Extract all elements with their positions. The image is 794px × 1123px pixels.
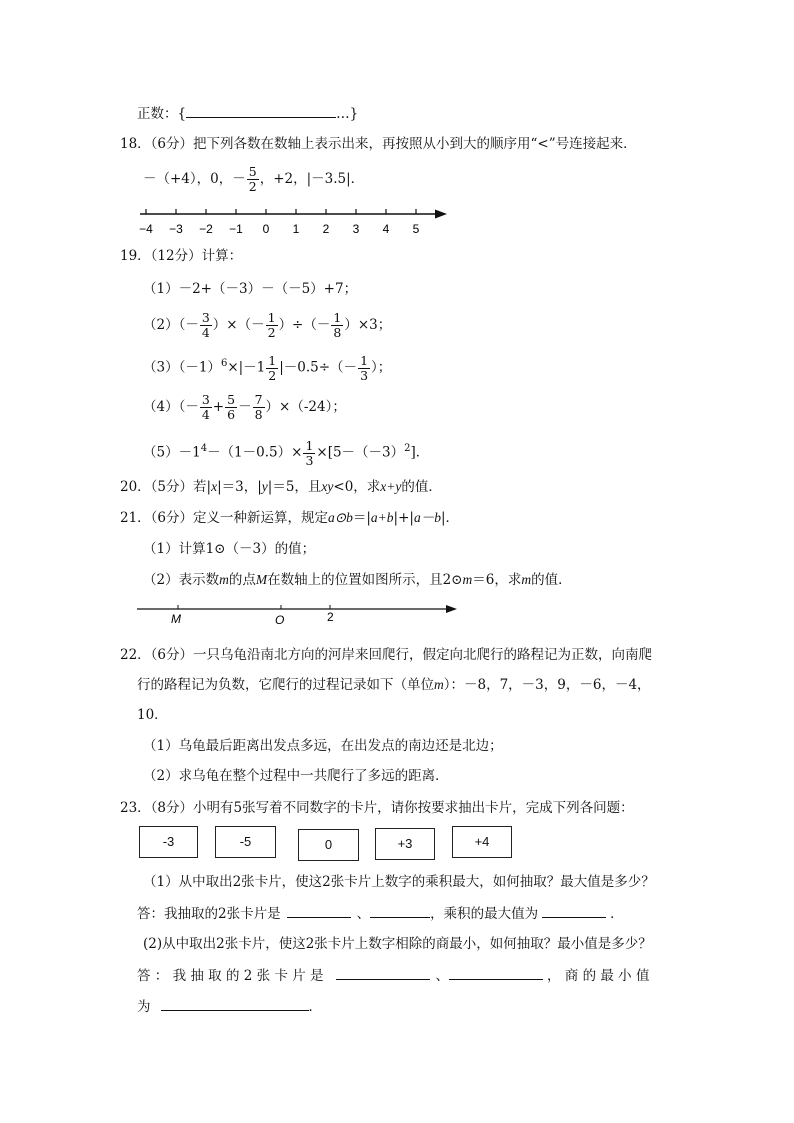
q21-op: a⊙b (328, 510, 353, 525)
positive-set-label: 正数：{ (137, 106, 187, 122)
q23-a1end: ． (610, 906, 624, 922)
q21-ab2: a－b (413, 510, 441, 525)
q19p4-frac3: $\frac{7}{8}$ (254, 392, 263, 422)
q19p2-frac1: $\frac{3}{4}$ (201, 310, 210, 340)
q23-answer2-blank2[interactable] (449, 965, 543, 980)
q23-a1b: ，乘积的最大值为 (430, 906, 539, 922)
q19p4-frac1: $\frac{3}{4}$ (201, 392, 210, 422)
q23-answer1 (137, 903, 624, 924)
card-3[interactable]: 0 (298, 829, 359, 861)
q21p2-c: 在数轴上的位置如图所示，且2⊙ (267, 572, 463, 588)
q19p4-b: + (212, 399, 225, 415)
q18-tick-label: −2 (199, 222, 213, 236)
q22-line2 (137, 675, 651, 695)
q23-a1a: 答：我抽取的2张卡片是 (137, 906, 281, 922)
q20-x-plus-y: x+y (380, 479, 402, 494)
q19p4-frac2: $\frac{5}{6}$ (227, 392, 236, 422)
q19p3-d: ）； (371, 359, 392, 376)
q19p4-a: （4）（－ (143, 399, 199, 415)
q19p5-a: （5）－1 (143, 444, 201, 461)
q20-d: <0，求 (333, 479, 381, 495)
q21p2-b: 的点 (228, 572, 256, 588)
q18-tick-label: 5 (412, 222, 420, 236)
q23-a2a: 答 ： 我 抽 取 的 2 张 卡 片 是 (137, 968, 324, 984)
q21-d: |． (440, 510, 460, 526)
q21-a: 21．（6分）定义一种新运算，规定 (120, 510, 329, 526)
q21-part2 (143, 570, 572, 590)
q18-numbers (143, 164, 364, 194)
q22-l2b: ）：－8，7，－3，9，－6，－4， (443, 677, 651, 693)
q21-number-line (135, 600, 465, 630)
q18-fraction (247, 165, 259, 194)
q23-answer2-cont (137, 996, 322, 1017)
q18-stem: 18．（6分）把下列各数在数轴上表示出来，再按照从小到大的顺序用“<”号连接起来． (120, 136, 637, 152)
q21p2-m3: m (521, 572, 532, 587)
q23-a2sep: 、 (435, 968, 450, 984)
positive-set-line (137, 103, 358, 124)
q20-c: |＝5，且 (267, 479, 322, 495)
q20-x: x (211, 479, 218, 494)
q19-stem: 19．（12分）计算： (120, 248, 243, 264)
q19p2-frac3: $\frac{1}{8}$ (333, 310, 342, 340)
q19-part5 (143, 432, 429, 470)
q19p2-c: ）÷（－ (278, 317, 331, 333)
q19p3-mixed-frac: $\frac{1}{2}$ (268, 352, 277, 383)
card-2[interactable]: -5 (215, 826, 276, 858)
q21p2-d: ＝6，求 (472, 572, 522, 588)
card-1[interactable]: -3 (139, 826, 198, 858)
q19p2-b: ）×（－ (212, 317, 265, 333)
q23-a2b: ， 商 的 最 小 值 (547, 968, 650, 984)
q20-b: |＝3，| (217, 479, 262, 495)
q18-frac-num: 5 (248, 164, 257, 179)
q18-tick-label: −4 (139, 222, 153, 236)
q19p3-sup: 6 (220, 358, 228, 369)
q19-part4 (143, 390, 346, 424)
q22-l2a: 行的路程记为负数，它爬行的过程记录如下（单位 (137, 677, 434, 693)
q19p2-d: ）×3； (344, 317, 392, 333)
card-5[interactable]: +4 (452, 826, 512, 858)
q23-a1sep: 、 (356, 906, 371, 922)
q19p5-sup2: 2 (404, 443, 411, 454)
q18-tick-label: 0 (262, 222, 270, 236)
q19p5-d: ]． (410, 444, 430, 461)
q21-axis-arrow (446, 605, 457, 613)
q18-numbers-a: －（+4），0，－ (143, 171, 246, 187)
q18-axis-arrow (435, 210, 447, 219)
q21-part1: （1）计算1⊙（－3）的值； (143, 541, 316, 557)
q20-xy: xy (321, 479, 334, 494)
q23-answer1-blank3[interactable] (542, 903, 606, 918)
q19-part3 (143, 347, 391, 385)
q19p3-a: （3）（－1） (143, 359, 221, 376)
q22-part1: （1）乌龟最后距离出发点多远，在出发点的南边还是北边； (143, 738, 503, 754)
q18-ticks (139, 209, 420, 236)
q23-part1: （1）从中取出2张卡片，使这2张卡片上数字的乘积最大，如何抽取？最大值是多少？ (143, 874, 655, 890)
q19p4-d: ）×（-24）； (265, 399, 346, 415)
q19-part2 (143, 308, 391, 342)
q21-label-M: M (171, 612, 181, 626)
q21-b: ＝| (352, 510, 371, 526)
q23-answer2-blank3[interactable] (161, 996, 309, 1011)
q21-c: |+| (393, 510, 414, 526)
q22-line3: 10． (137, 707, 168, 723)
q19p3-c: |－0.5÷（－ (279, 359, 358, 376)
q19p5-b: －（1－0.5）× (207, 444, 303, 461)
q19p2-frac2: $\frac{1}{2}$ (267, 310, 276, 340)
q19-part1: （1）－2+（－3）－（－5）+7； (143, 281, 358, 297)
q20-e: 的值． (401, 479, 442, 495)
q21p2-M: M (255, 572, 268, 587)
positive-set-end: …} (336, 106, 359, 122)
q23-part2: (2)从中取出2张卡片，使这2张卡片上数字相除的商最小，如何抽取？最小值是多少？ (143, 936, 652, 952)
q23-a2end: ． (308, 999, 322, 1015)
q18-tick-label: 1 (292, 222, 300, 236)
card-4[interactable]: +3 (375, 828, 435, 860)
q19p3-frac: $\frac{1}{3}$ (360, 352, 369, 383)
positive-set-blank[interactable] (186, 103, 336, 118)
q18-tick-label: 2 (322, 222, 330, 236)
q23-answer1-blank1[interactable] (287, 903, 351, 918)
q19p2-a: （2）（－ (143, 317, 199, 333)
q21-label-O: O (275, 613, 285, 627)
q18-frac-den: 2 (248, 179, 257, 194)
q19p4-c: － (238, 399, 252, 415)
q23-answer2 (137, 965, 649, 986)
q21-label-2: 2 (327, 610, 334, 624)
q22-unit: m (434, 677, 444, 692)
q18-tick-label: −1 (229, 222, 243, 236)
q21p2-a: （2）表示数 (143, 572, 220, 588)
q21p2-e: 的值． (531, 572, 572, 588)
q19p5-sup: 4 (200, 443, 208, 454)
q22-part2: （2）求乌龟在整个过程中一共爬行了多远的距离． (143, 768, 449, 784)
q23-answer1-blank2[interactable] (370, 903, 430, 918)
q21-ab1: a+b (370, 510, 394, 525)
q18-numbers-b: ，+2，|－3.5|． (259, 171, 365, 187)
q20-a: 20．（5分）若| (120, 479, 212, 495)
q21p2-m2: m (462, 572, 473, 587)
q22-line1: 22．（6分）一只乌龟沿南北方向的河岸来回爬行，假定向北爬行的路程记为正数，向南爬 (120, 647, 653, 663)
q20-line (120, 477, 442, 497)
q19p5-frac: $\frac{1}{3}$ (305, 437, 314, 468)
q23-answer2-blank1[interactable] (336, 965, 430, 980)
q18-number-line (135, 202, 455, 240)
q23-stem: 23．（8分）小明有5张写着不同数字的卡片，请你按要求抽出卡片，完成下列各问题： (120, 800, 634, 816)
q18-tick-label: −3 (169, 222, 183, 236)
q20-y: y (261, 479, 268, 494)
q19p3-b: ×|－1 (227, 359, 266, 376)
q21-stem (120, 508, 459, 528)
q23-a2c: 为 (137, 999, 151, 1015)
q19p5-c: ×[5－（－3） (316, 444, 405, 461)
q18-tick-label: 3 (352, 222, 360, 236)
q21p2-m: m (219, 572, 229, 587)
q18-tick-label: 4 (382, 222, 390, 236)
